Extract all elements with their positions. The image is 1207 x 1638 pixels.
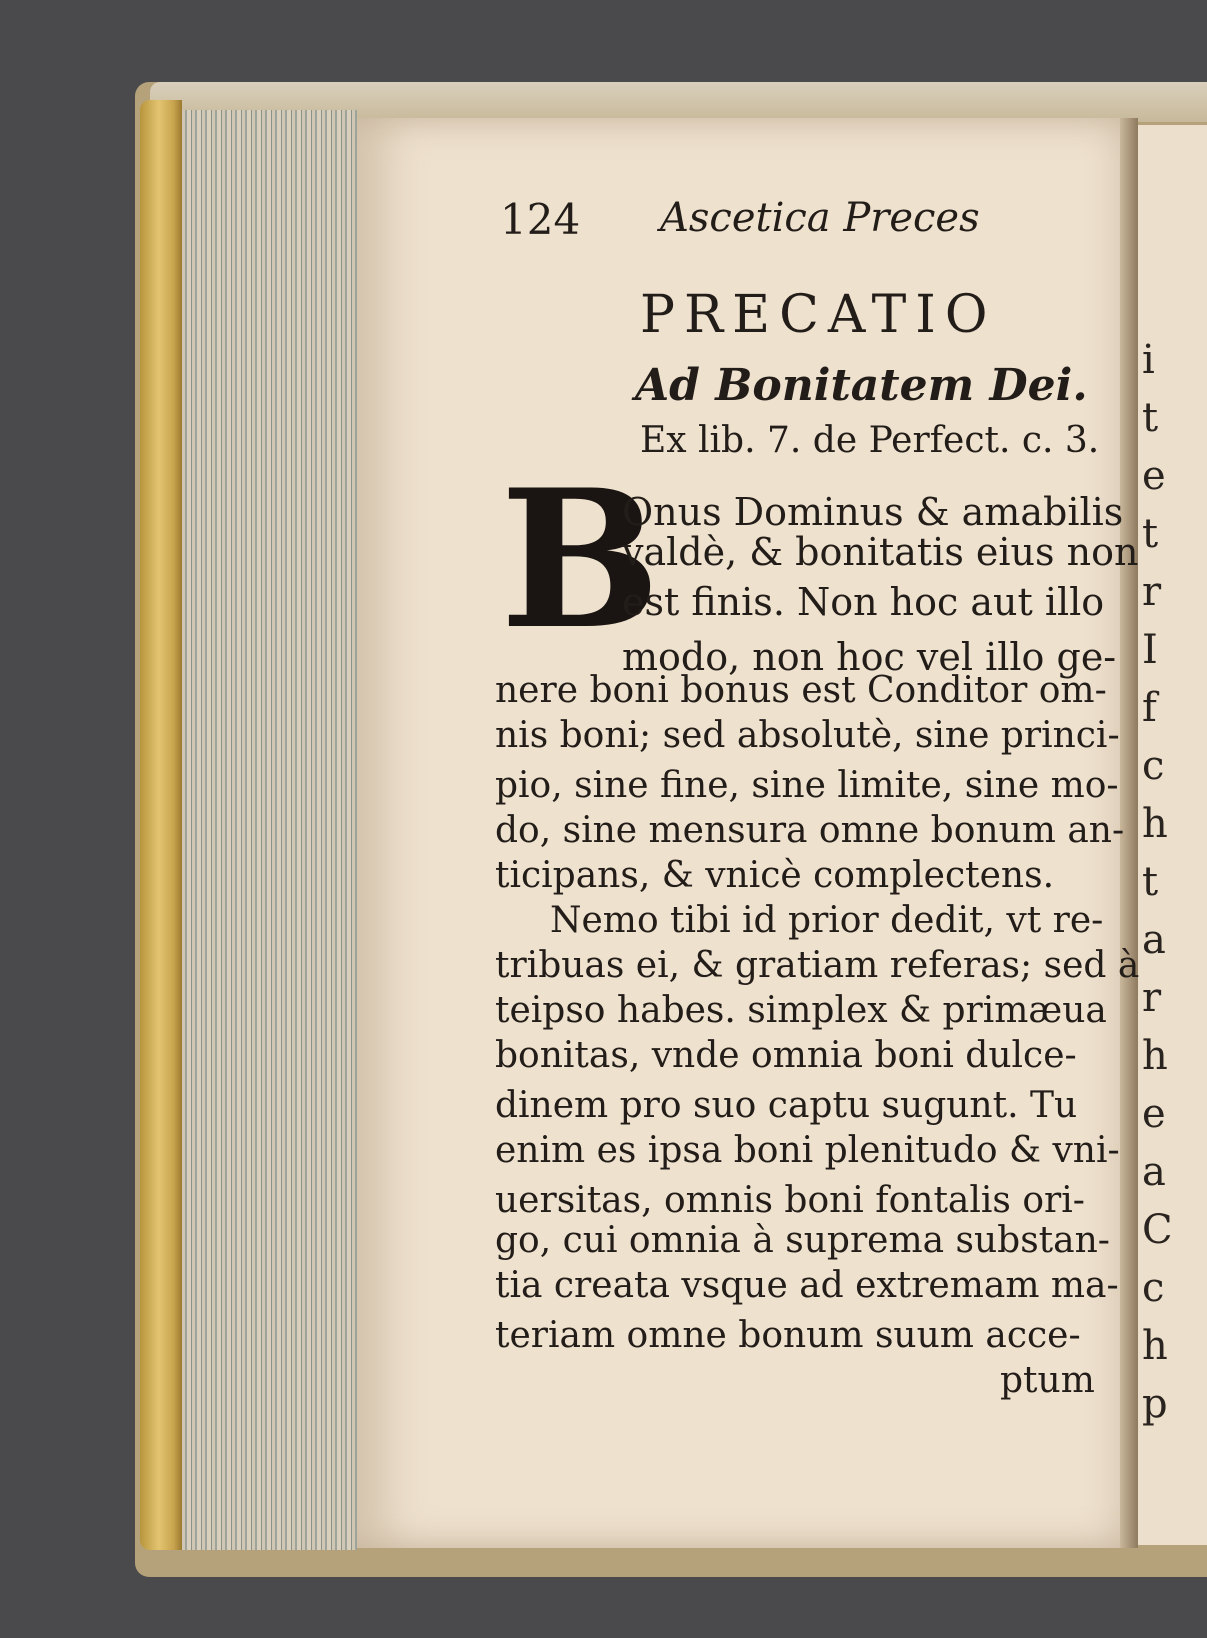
body-line: do, sine mensura omne bonum an-	[495, 810, 1125, 851]
facing-page-letter: c	[1142, 743, 1165, 789]
facing-page-letter: t	[1142, 511, 1159, 557]
body-line: nis boni; sed absolutè, sine princi-	[495, 715, 1120, 756]
page-number: 124	[500, 195, 581, 244]
facing-page-letter: t	[1142, 395, 1159, 441]
source-reference: Ex lib. 7. de Perfect. c. 3.	[640, 420, 1100, 461]
page-edges	[182, 110, 357, 1550]
body-line: dinem pro suo captu sugunt. Tu	[495, 1085, 1078, 1126]
prayer-subtitle: Ad Bonitatem Dei.	[635, 360, 1088, 411]
facing-page-letter: f	[1142, 685, 1157, 731]
facing-page-letter: e	[1142, 453, 1166, 499]
facing-page-letter: I	[1142, 627, 1158, 673]
book-spine	[140, 100, 182, 1550]
body-line: Onus Dominus & amabilis	[622, 490, 1124, 534]
body-line: valdè, & bonitatis eius non	[622, 530, 1139, 574]
body-line: pio, sine fine, sine limite, sine mo-	[495, 765, 1119, 806]
body-line: tribuas ei, & gratiam referas; sed à	[495, 945, 1140, 986]
facing-page-letter: r	[1142, 975, 1162, 1021]
facing-page-letter: r	[1142, 569, 1162, 615]
right-page	[1138, 125, 1207, 1545]
facing-page-letter: i	[1142, 337, 1155, 383]
drop-cap: B	[500, 448, 661, 671]
facing-page-letter: a	[1142, 1149, 1166, 1195]
body-line: Nemo tibi id prior dedit, vt re-	[550, 900, 1104, 941]
facing-page-letter: t	[1142, 859, 1159, 905]
facing-page-letter: c	[1142, 1265, 1165, 1311]
body-line: go, cui omnia à suprema substan-	[495, 1220, 1110, 1261]
facing-page-letter: p	[1142, 1381, 1168, 1427]
body-line: teriam omne bonum suum acce-	[495, 1315, 1081, 1356]
body-line: tia creata vsque ad extremam ma-	[495, 1265, 1119, 1306]
prayer-title: PRECATIO	[640, 285, 997, 345]
facing-page-letter: e	[1142, 1091, 1166, 1137]
body-line: est finis. Non hoc aut illo	[622, 580, 1105, 624]
body-line: teipso habes. simplex & primæua	[495, 990, 1107, 1031]
body-line: bonitas, vnde omnia boni dulce-	[495, 1035, 1077, 1076]
body-line: uersitas, omnis boni fontalis ori-	[495, 1180, 1085, 1221]
body-line: modo, non hoc vel illo ge-	[622, 635, 1117, 679]
facing-page-letter: h	[1142, 1033, 1168, 1079]
body-line: enim es ipsa boni plenitudo & vni-	[495, 1130, 1120, 1171]
body-line: ticipans, & vnicè complectens.	[495, 855, 1055, 896]
body-line: ptum	[1000, 1360, 1095, 1401]
body-line: nere boni bonus est Conditor om-	[495, 670, 1107, 711]
facing-page-letter: h	[1142, 1323, 1168, 1369]
running-head: Ascetica Preces	[660, 195, 980, 241]
facing-page-letter: C	[1142, 1207, 1173, 1253]
facing-page-letter: h	[1142, 801, 1168, 847]
facing-page-letter: a	[1142, 917, 1166, 963]
